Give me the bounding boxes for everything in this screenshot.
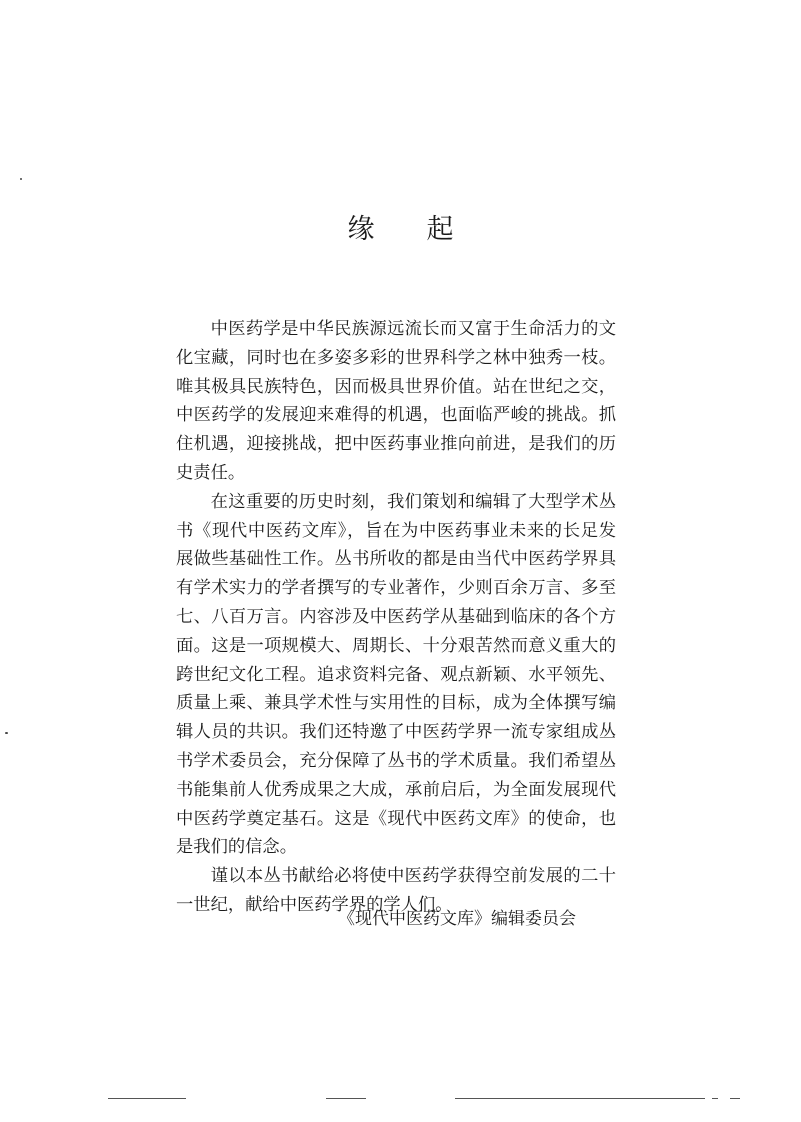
scan-edge-line: [712, 1098, 718, 1099]
paragraph: 在这重要的历史时刻，我们策划和编辑了大型学术丛书《现代中医药文库》，旨在为中医药事业未来的长足发展做些基础性工作。丛书所收的都是由当代中医药学界具有学术实力的学者撰写的专业著作，少则百余万言、多至七、八百万言。内容涉及中医药学从基础到临床的各个方面。这是一项规模大、周期长、十分艰苦然而意义重大的跨世纪文化工程。追求资料完备、观点新颖、水平领先、质量上乘、兼具学术性与实用性的目标，成为全体撰写编辑人员的共识。我们还特邀了中医药学界一流专家组成丛书学术委员会，充分保障了丛书的学术质量。我们希望丛书能集前人优秀成果之大成，承前启后，为全面发展现代中医药学奠定基石。这是《现代中医药文库》的使命，也是我们的信念。: [176, 491, 616, 858]
scan-edge-line: [326, 1098, 366, 1099]
body-text: [176, 315, 616, 920]
scan-edge-line: [730, 1098, 740, 1099]
scan-edge-line: [108, 1098, 186, 1099]
paragraph: 谨以本丛书献给必将使中医药学获得空前发展的二十一世纪，献给中医药学界的学人们。: [176, 866, 616, 915]
scan-speck: [5, 732, 8, 734]
page-title: 缘起: [347, 214, 506, 245]
signature: 《现代中医药文库》编辑委员会: [338, 909, 576, 929]
scan-edge-line: [455, 1098, 705, 1099]
scan-speck: [20, 178, 22, 180]
paragraph: 中医药学是中华民族源远流长而又富于生命活力的文化宝藏，同时也在多姿多彩的世界科学之林中独秀一枝。唯其极具民族特色，因而极具世界价值。站在世纪之交，中医药学的发展迎来难得的机遇，也面临严峻的挑战。抓住机遇，迎接挑战，把中医药事业推向前进，是我们的历史责任。: [176, 319, 616, 483]
